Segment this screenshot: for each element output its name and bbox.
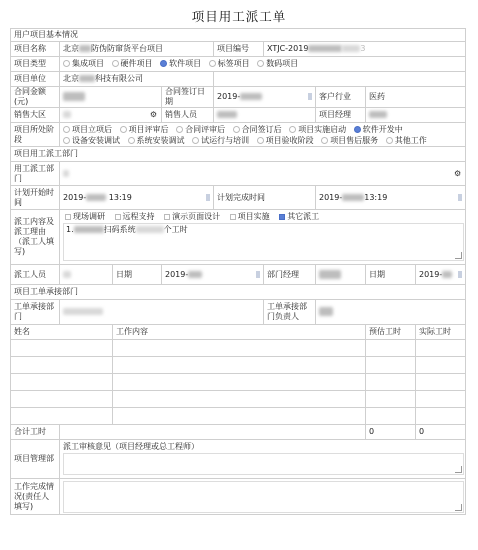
redacted-text [74, 226, 104, 233]
dispatch-type-group [63, 211, 462, 223]
redacted-text [342, 45, 360, 52]
label-date-2: 日期 [366, 265, 416, 285]
work-table-header-name: 姓名 [11, 325, 113, 340]
sales-region-field[interactable] [60, 108, 162, 123]
redacted-text [63, 170, 69, 177]
label-plan-end: 计划完成时间 [214, 186, 316, 210]
stage-option[interactable]: 项目售后服务 [321, 136, 378, 145]
label-sign-date: 合同签订日期 [162, 87, 214, 108]
resize-handle-icon[interactable] [455, 504, 462, 511]
label-stage: 项目所处阶段 [11, 123, 60, 147]
label-dispatcher: 派工人员 [11, 265, 60, 285]
redacted-text [217, 111, 237, 118]
project-name-mid: 防伪防窜货平台项目 [91, 44, 163, 53]
label-salesperson: 销售人员 [162, 108, 214, 123]
label-total-hours: 合计工时 [11, 425, 60, 440]
redacted-text [369, 111, 387, 118]
redacted-text [63, 111, 71, 118]
dispatch-dept-field[interactable] [60, 162, 466, 186]
checkbox-icon [164, 214, 170, 220]
project-name-prefix: 北京 [63, 44, 79, 53]
redacted-text [79, 45, 91, 52]
work-est-cell[interactable] [366, 374, 416, 391]
radio-icon [192, 137, 199, 144]
accept-dept-field[interactable] [60, 300, 264, 325]
stage-option[interactable]: 合同评审后 [176, 125, 225, 134]
work-act-cell[interactable] [416, 340, 466, 357]
table-row [11, 374, 466, 391]
resize-handle-icon[interactable] [455, 466, 462, 473]
total-hours-empty [60, 425, 366, 440]
radio-icon [112, 60, 119, 67]
completion-field [60, 479, 466, 515]
contract-amount-field[interactable] [60, 87, 162, 108]
table-row [11, 391, 466, 408]
section-dept: 项目用工派工部门 [11, 147, 466, 162]
redacted-text [63, 92, 85, 101]
redacted-text [79, 75, 95, 82]
work-est-cell[interactable] [366, 357, 416, 374]
work-act-cell[interactable] [416, 357, 466, 374]
dispatch-type-option[interactable]: 远程支持 [113, 212, 155, 221]
dispatch-type-option[interactable]: 演示页面设计 [162, 212, 220, 221]
work-est-cell[interactable] [366, 391, 416, 408]
label-sales-region: 销售大区 [11, 108, 60, 123]
dispatch-type-option[interactable]: 其它派工 [277, 212, 319, 221]
date-2-field[interactable]: 2019- [416, 265, 466, 285]
dispatch-form [10, 28, 466, 515]
work-name-cell[interactable] [11, 408, 113, 425]
plan-start-field[interactable]: 2019- 13:19 [60, 186, 214, 210]
total-act-value: 0 [416, 425, 466, 440]
radio-icon [257, 137, 264, 144]
redacted-text [86, 194, 106, 201]
work-name-cell[interactable] [11, 357, 113, 374]
project-no-suffix: 3 [360, 44, 366, 53]
redacted-text [63, 308, 103, 315]
stage-option[interactable]: 系统安装调试 [128, 136, 185, 145]
radio-icon [63, 60, 70, 67]
work-table-header-act: 实际工时 [416, 325, 466, 340]
radio-icon [386, 137, 393, 144]
label-completion: 工作完成情况(责任人填写) [11, 479, 60, 515]
label-project-name: 项目名称 [11, 42, 60, 57]
redacted-text [240, 93, 262, 100]
work-content-cell[interactable] [113, 408, 366, 425]
plan-end-field[interactable]: 2019- 13:19 [316, 186, 466, 210]
gear-icon[interactable]: ⚙ [453, 168, 462, 178]
radio-icon [63, 126, 70, 133]
work-act-cell[interactable] [416, 374, 466, 391]
project-type-option[interactable]: 软件项目 [160, 59, 201, 68]
work-est-cell[interactable] [366, 340, 416, 357]
stage-option[interactable]: 项目评审后 [120, 125, 169, 134]
work-table-header-est: 预估工时 [366, 325, 416, 340]
section-accept: 项目工单承接部门 [11, 285, 466, 300]
work-est-cell[interactable] [366, 408, 416, 425]
redacted-text [136, 226, 164, 233]
table-row [11, 408, 466, 425]
label-date-1: 日期 [113, 265, 162, 285]
radio-selected-icon [354, 126, 361, 133]
calendar-icon[interactable] [308, 93, 312, 100]
work-content-cell[interactable] [113, 374, 366, 391]
table-row [11, 357, 466, 374]
date-1-field[interactable]: 2019- [162, 265, 264, 285]
stage-option[interactable]: 项目实施启动 [289, 125, 346, 134]
label-project-unit: 项目单位 [11, 72, 60, 87]
pm-opinion-textarea[interactable] [63, 453, 464, 475]
label-accept-head: 工单承接部门负责人 [264, 300, 316, 325]
project-type-group [60, 57, 466, 72]
label-pm: 项目经理 [316, 108, 366, 123]
work-act-cell[interactable] [416, 391, 466, 408]
label-dept-manager: 部门经理 [264, 265, 316, 285]
salesperson-field[interactable] [214, 108, 316, 123]
form-title: 项目用工派工单 [191, 9, 287, 24]
label-dispatch-dept: 用工派工部门 [11, 162, 60, 186]
radio-icon [176, 126, 183, 133]
label-project-type: 项目类型 [11, 57, 60, 72]
project-name-field[interactable] [60, 42, 214, 57]
checkbox-icon [65, 214, 71, 220]
stage-option[interactable]: 合同签订后 [233, 125, 282, 134]
label-plan-start: 计划开始时间 [11, 186, 60, 210]
radio-icon [128, 137, 135, 144]
redacted-text [63, 271, 71, 278]
label-industry: 客户行业 [316, 87, 366, 108]
checkbox-icon [230, 214, 236, 220]
calendar-icon[interactable] [256, 271, 260, 278]
calendar-icon[interactable] [458, 271, 462, 278]
label-accept-dept: 工单承接部门 [11, 300, 60, 325]
radio-icon [233, 126, 240, 133]
industry-field[interactable]: 医药 [366, 87, 466, 108]
work-content-cell[interactable] [113, 357, 366, 374]
redacted-text [319, 307, 333, 316]
gear-icon[interactable]: ⚙ [149, 110, 157, 119]
sign-date-field[interactable]: 2019- [214, 87, 316, 108]
dispatch-type-option[interactable]: 项目实施 [228, 212, 270, 221]
project-type-option[interactable]: 硬件项目 [112, 59, 153, 68]
redacted-text [342, 194, 364, 201]
checkbox-icon [115, 214, 121, 220]
dispatch-type-option[interactable]: 现场调研 [63, 212, 105, 221]
label-project-no: 项目编号 [214, 42, 264, 57]
project-unit-field[interactable]: 北京 科技有限公司 [60, 72, 214, 87]
work-act-cell[interactable] [416, 408, 466, 425]
stage-option[interactable]: 项目立项后 [63, 125, 112, 134]
work-name-cell[interactable] [11, 374, 113, 391]
section-basic: 用户项目基本情况 [11, 29, 466, 42]
accept-head-field[interactable] [316, 300, 466, 325]
radio-icon [63, 137, 70, 144]
redacted-text [308, 45, 342, 52]
dispatch-content-field [60, 210, 466, 265]
calendar-icon[interactable] [458, 194, 462, 201]
stage-option[interactable]: 设备安装调试 [63, 136, 120, 145]
dispatch-reason-textarea[interactable]: 1. 扫码系统 个工时 [63, 223, 464, 261]
radio-selected-icon [160, 60, 167, 67]
stage-option[interactable]: 软件开发中 [354, 125, 403, 134]
project-type-option[interactable]: 标签项目 [209, 59, 250, 68]
redacted-text [188, 271, 202, 278]
redacted-text [442, 271, 452, 278]
radio-icon [321, 137, 328, 144]
dept-manager-field[interactable] [316, 265, 366, 285]
stage-group [60, 123, 466, 147]
calendar-icon[interactable] [206, 194, 210, 201]
project-no-field[interactable] [264, 42, 466, 57]
work-content-cell[interactable] [113, 391, 366, 408]
project-type-option[interactable]: 数码项目 [257, 59, 298, 68]
pm-field[interactable] [366, 108, 466, 123]
dispatcher-field[interactable] [60, 265, 113, 285]
redacted-text [319, 270, 341, 279]
resize-handle-icon[interactable] [455, 252, 462, 259]
label-contract-amount: 合同金额(元) [11, 87, 60, 108]
radio-icon [120, 126, 127, 133]
project-no-prefix: XTJC-2019 [267, 44, 309, 53]
radio-icon [289, 126, 296, 133]
project-type-option[interactable]: 集成项目 [63, 59, 104, 68]
stage-option[interactable]: 其他工作 [386, 136, 427, 145]
table-row [11, 340, 466, 357]
completion-textarea[interactable] [63, 481, 464, 513]
stage-option[interactable]: 试运行与培训 [192, 136, 249, 145]
stage-option[interactable]: 项目验收阶段 [257, 136, 314, 145]
work-name-cell[interactable] [11, 391, 113, 408]
label-pm-opinion: 项目管理部 [11, 440, 60, 479]
checkbox-checked-icon [279, 214, 285, 220]
label-dispatch-content: 派工内容及派工理由（派工人填写) [11, 210, 60, 265]
work-name-cell[interactable] [11, 340, 113, 357]
total-est-value: 0 [366, 425, 416, 440]
radio-icon [257, 60, 264, 67]
work-content-cell[interactable] [113, 340, 366, 357]
pm-opinion-field [60, 440, 466, 479]
project-unit-empty [214, 72, 466, 87]
radio-icon [209, 60, 216, 67]
pm-opinion-caption: 派工审核意见（项目经理或总工程师） [63, 442, 199, 451]
work-table-header-content: 工作内容 [113, 325, 366, 340]
